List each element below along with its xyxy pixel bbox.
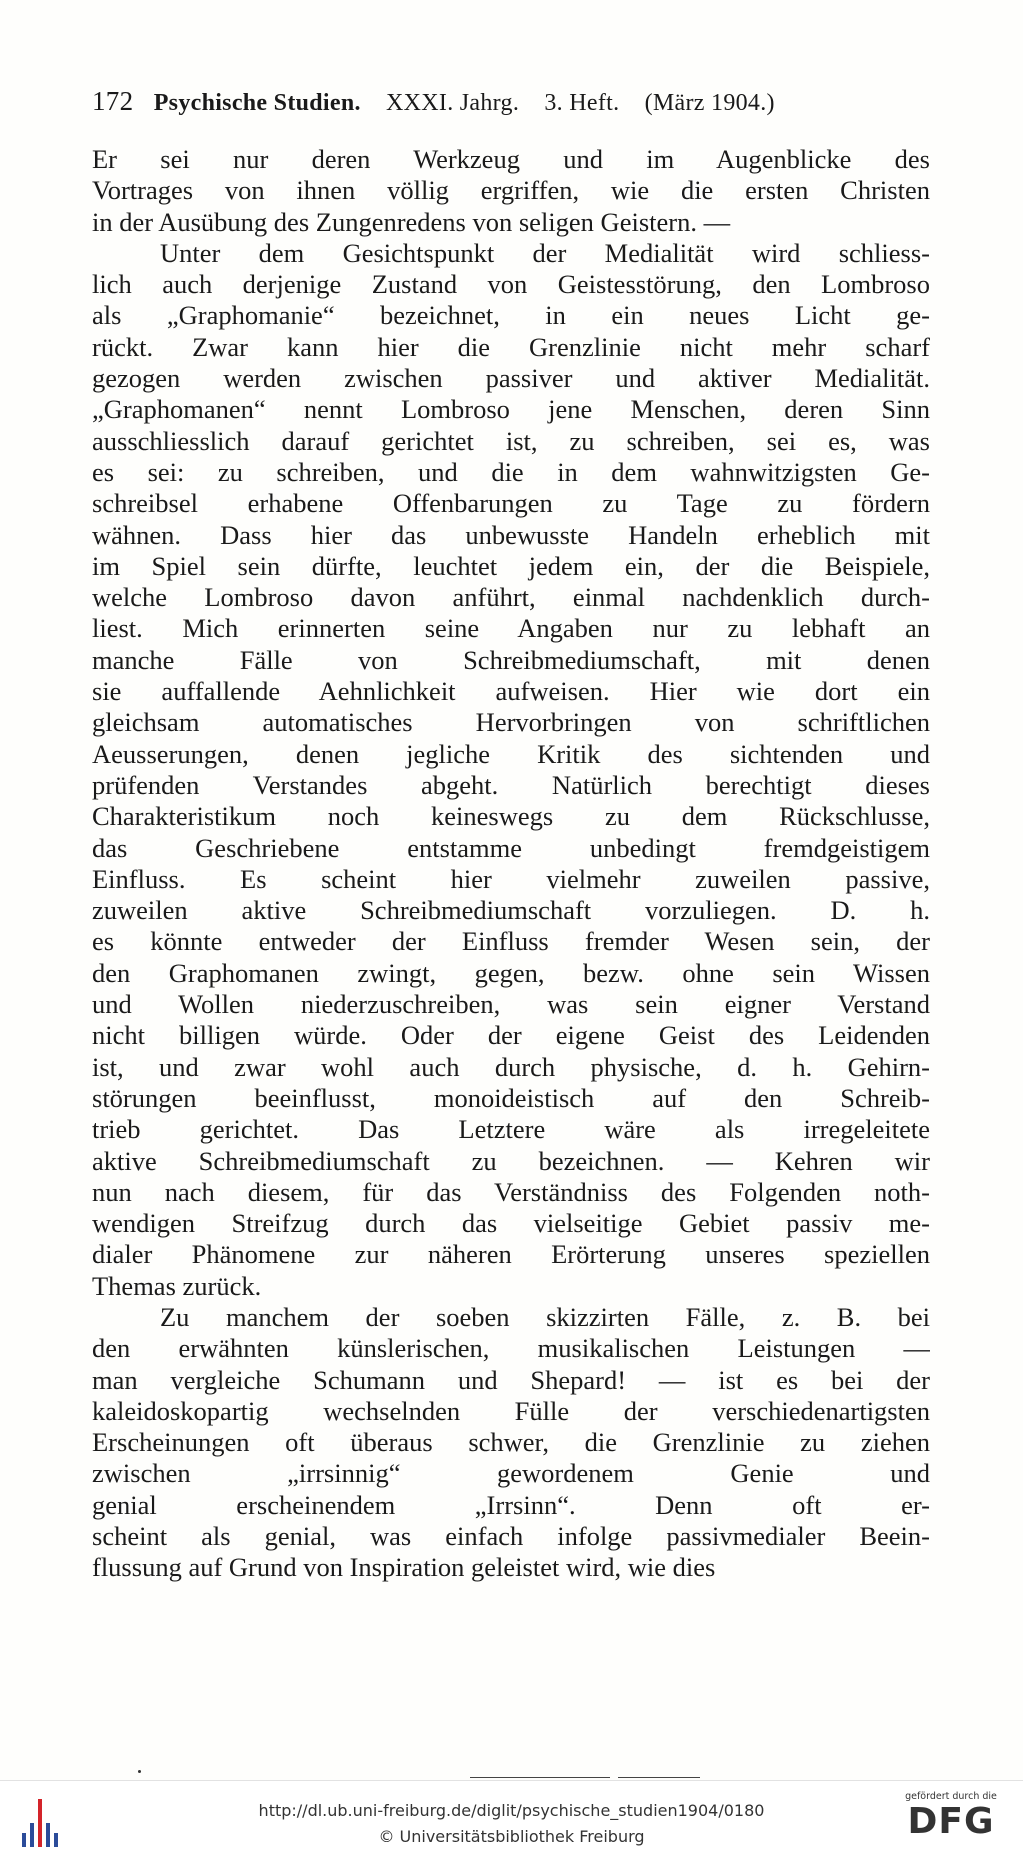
text-line: wendigen Streifzug durch das vielseitige Gebiet passiv me- [92, 1208, 930, 1239]
text-line: in der Ausübung des Zungenredens von seligen Geistern. — [92, 206, 731, 237]
text-line: als „Graphomanie“ bezeichnet, in ein neues Licht ge- [92, 300, 930, 331]
text-line: nun nach diesem, für das Verständniss des Folgenden noth- [92, 1176, 930, 1207]
text-line: ausschliesslich darauf gerichtet ist, zu schreiben, sei es, was [92, 425, 930, 456]
text-line: Unter dem Gesichtspunkt der Medialität wird schliess- [160, 237, 930, 268]
permalink-url[interactable]: http://dl.ub.uni-freiburg.de/diglit/psychische_studien1904/0180 [258, 1801, 765, 1820]
library-footer [0, 1780, 1023, 1854]
text-line: trieb gerichtet. Das Letztere wäre als irregeleitete [92, 1114, 930, 1145]
text-line: liest. Mich erinnerten seine Angaben nur zu lebhaft an [92, 613, 930, 644]
text-line: störungen beeinflusst, monoideistisch auf den Schreib- [92, 1082, 930, 1113]
text-line: manche Fälle von Schreibmediumschaft, mit denen [92, 644, 930, 675]
text-line: man vergleiche Schumann und Shepard! — ist es bei der [92, 1364, 930, 1395]
text-line: wähnen. Dass hier das unbewusste Handeln erheblich mit [92, 519, 930, 550]
text-line: das Geschriebene entstamme unbedingt fremdgeistigem [92, 832, 930, 863]
text-line: zuweilen aktive Schreibmediumschaft vorzuliegen. D. h. [92, 895, 930, 926]
text-line: Charakteristikum noch keineswegs zu dem Rückschlusse, [92, 801, 930, 832]
text-line: Vortrages von ihnen völlig ergriffen, wie die ersten Christen [92, 175, 930, 206]
text-line: gleichsam automatisches Hervorbringen von schriftlichen [92, 707, 930, 738]
page-number: 172 [92, 86, 134, 116]
text-line: Zu manchem der soeben skizzirten Fälle, z. B. bei [160, 1301, 930, 1332]
issue-date: (März 1904.) [644, 90, 775, 116]
text-line: es könnte entweder der Einfluss fremder Wesen sein, der [92, 926, 930, 957]
text-line: Einfluss. Es scheint hier vielmehr zuweilen passive, [92, 863, 930, 894]
text-line: ist, und zwar wohl auch durch physische, d. h. Gehirn- [92, 1051, 930, 1082]
text-line: flussung auf Grund von Inspiration geleistet wird, wie dies [92, 1552, 716, 1583]
dfg-tagline: gefördert durch die [905, 1791, 997, 1802]
text-line: sie auffallende Aehnlichkeit aufweisen. Hier wie dort ein [92, 676, 930, 707]
text-line: genial erscheinendem „Irrsinn“. Denn oft er- [92, 1489, 930, 1520]
journal-title: Psychische Studien. [153, 90, 361, 116]
text-line: gezogen werden zwischen passiver und aktiver Medialität. [92, 363, 930, 394]
text-line: nicht billigen würde. Oder der eigene Geist des Leidenden [92, 1020, 930, 1051]
bottom-rule [618, 1777, 700, 1778]
text-line: Erscheinungen oft überaus schwer, die Grenzlinie zu ziehen [92, 1427, 930, 1458]
volume: XXXI. Jahrg. [386, 90, 520, 116]
text-line: im Spiel sein dürfte, leuchtet jedem ein, der die Beispiele, [92, 550, 930, 581]
text-line: und Wollen niederzuschreiben, was sein eigner Verstand [92, 989, 930, 1020]
text-line: prüfenden Verstandes abgeht. Natürlich berechtigt dieses [92, 769, 930, 800]
text-line: dialer Phänomene zur näheren Erörterung unseres speziellen [92, 1239, 930, 1270]
text-line: Er sei nur deren Werkzeug und im Augenblicke des [92, 144, 930, 174]
text-line: kaleidoskopartig wechselnden Fülle der verschiedenartigsten [92, 1395, 930, 1426]
text-line: es sei: zu schreiben, und die in dem wahnwitzigsten Ge- [92, 456, 930, 487]
text-line: zwischen „irrsinnig“ gewordenem Genie und [92, 1458, 930, 1489]
text-line: welche Lombroso davon anführt, einmal nachdenklich durch- [92, 582, 930, 613]
text-line: „Graphomanen“ nennt Lombroso jene Menschen, deren Sinn [92, 394, 930, 425]
text-line: schreibsel erhabene Offenbarungen zu Tage zu fördern [92, 488, 930, 519]
bottom-rule [470, 1777, 610, 1778]
text-line: aktive Schreibmediumschaft zu bezeichnen. — Kehren wir [92, 1145, 930, 1176]
body-text [92, 144, 930, 1584]
dfg-logo-text: DFG [907, 1801, 995, 1842]
text-line: Aeusserungen, denen jegliche Kritik des sichtenden und [92, 738, 930, 769]
copyright-notice: © Universitätsbibliothek Freiburg [378, 1827, 645, 1846]
running-header [92, 86, 932, 117]
dfg-logo [895, 1791, 1007, 1847]
page-speck [138, 1770, 141, 1773]
text-line: lich auch derjenige Zustand von Geistesstörung, den Lombroso [92, 269, 930, 300]
text-line: rückt. Zwar kann hier die Grenzlinie nicht mehr scharf [92, 331, 930, 362]
issue: 3. Heft. [544, 90, 620, 116]
text-line: scheint als genial, was einfach infolge passivmedialer Beein- [92, 1521, 930, 1552]
text-line: den erwähnten künslerischen, musikalischen Leistungen — [92, 1333, 930, 1364]
text-line: den Graphomanen zwingt, gegen, bezw. ohne sein Wissen [92, 957, 930, 988]
text-line: Themas zurück. [92, 1270, 262, 1301]
